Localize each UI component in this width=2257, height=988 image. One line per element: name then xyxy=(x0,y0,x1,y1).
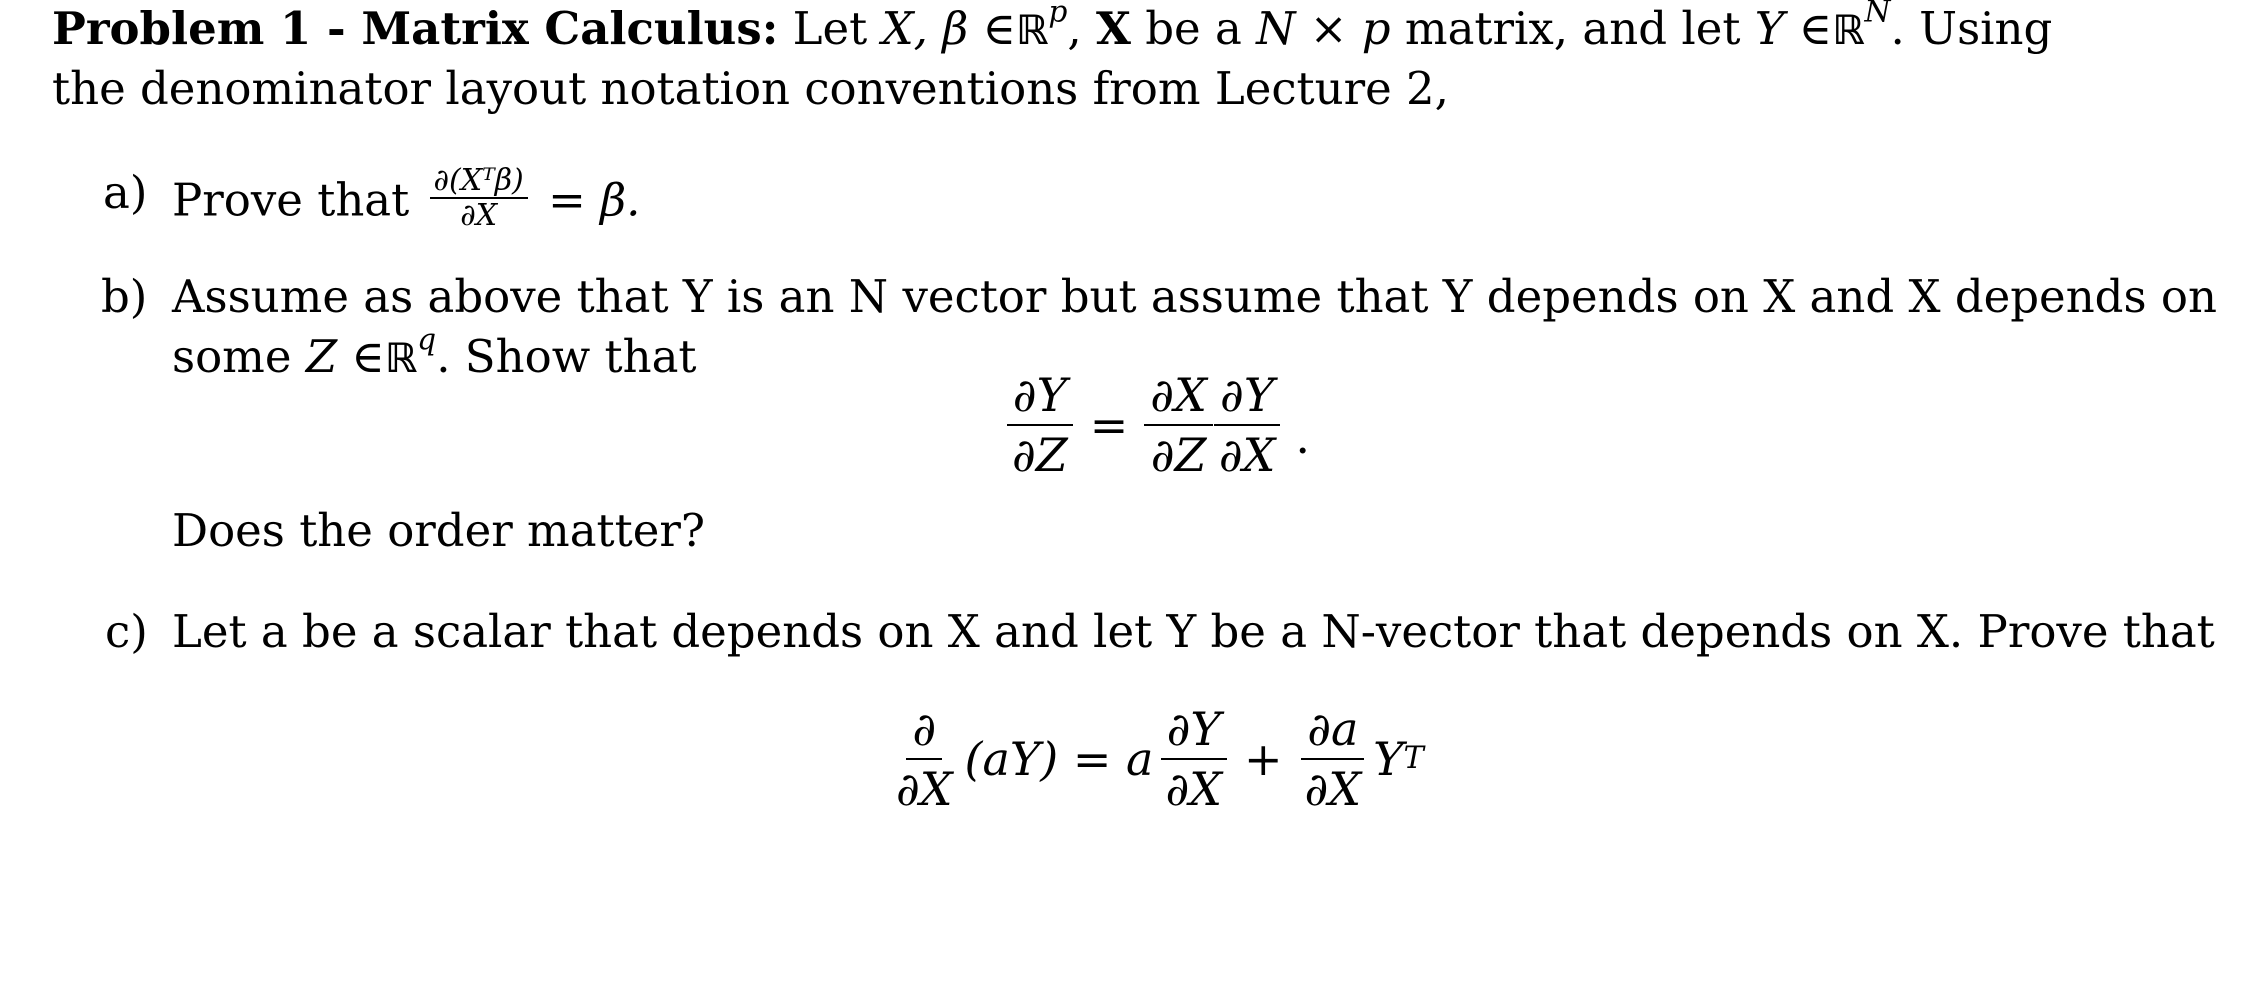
eq-c-y: Y xyxy=(1373,732,1404,786)
eq-b-equals: = xyxy=(1089,398,1129,452)
be-a: be a xyxy=(1145,2,1242,55)
part-a-prove: Prove that xyxy=(172,173,410,227)
real-symbol: ℝ xyxy=(1015,6,1049,54)
part-a-rhs: = β. xyxy=(548,173,641,227)
eq-c-f3-num: ∂a xyxy=(1301,706,1364,760)
problem-label: Problem 1 - Matrix Calculus: xyxy=(52,2,779,55)
part-a-frac-den: ∂X xyxy=(460,198,498,233)
eq-b-rhs-fraction-2 xyxy=(1213,368,1282,482)
problem-statement-line-1 xyxy=(52,0,2053,55)
part-b-in: ∈ xyxy=(351,330,385,383)
part-a-text xyxy=(172,163,641,238)
eq-c-f1-den: ∂X xyxy=(896,762,953,816)
part-c-text: Let a be a scalar that depends on X and let Y be a N-vector that depends on X. Prove that xyxy=(172,605,2215,658)
eq-c-f2-num: ∂Y xyxy=(1161,706,1227,760)
matrix-and-let: matrix, and let xyxy=(1404,2,1741,55)
eq-c-plus: + xyxy=(1244,732,1283,786)
exp-n: N xyxy=(1864,0,1891,30)
problem-statement-line-2: the denominator layout notation conventions from Lecture 2, xyxy=(52,62,1449,115)
eq-b-r1-num: ∂X xyxy=(1144,372,1213,426)
part-a-fraction xyxy=(430,164,528,232)
dims: N × p xyxy=(1256,2,1391,55)
eq-b-period: . xyxy=(1295,410,1311,464)
part-b-line-1: Assume as above that Y is an N vector but assume that Y depends on X and X depends on xyxy=(172,270,2217,323)
eq-b-lhs-fraction xyxy=(1006,368,1074,482)
part-a-label: a) xyxy=(103,166,148,219)
comma: , xyxy=(1067,2,1082,55)
part-b-real: ℝ xyxy=(384,334,418,382)
using-text: . Using xyxy=(1890,2,2053,55)
eq-b-r1-den: ∂Z xyxy=(1150,428,1207,482)
eq-b-lhs-den: ∂Z xyxy=(1012,428,1068,482)
part-b-label: b) xyxy=(101,270,148,323)
eq-c-f2-den: ∂X xyxy=(1165,762,1222,816)
eq-c-fraction-2 xyxy=(1159,702,1228,816)
part-b-exp-q: q xyxy=(417,322,437,358)
part-b-z: Z xyxy=(305,330,338,383)
part-b-line-2 xyxy=(172,322,697,383)
eq-c-fraction-3 xyxy=(1299,702,1368,816)
eq-c-f1-num: ∂ xyxy=(906,706,942,760)
eq-b-r2-den: ∂X xyxy=(1218,428,1276,482)
eq-c-f3-den: ∂X xyxy=(1304,762,1362,816)
part-b-show-that: . Show that xyxy=(436,330,697,383)
part-b-question: Does the order matter? xyxy=(172,504,705,557)
exp-p: p xyxy=(1048,0,1068,30)
eq-b-rhs-fraction-1 xyxy=(1144,368,1213,482)
eq-c-ay: (aY) = a xyxy=(964,732,1154,786)
eq-b-lhs-num: ∂Y xyxy=(1007,372,1073,426)
let-text: Let xyxy=(792,2,868,55)
real-symbol-2: ℝ xyxy=(1832,6,1865,54)
in-symbol: ∈ xyxy=(982,2,1016,55)
part-c-label: c) xyxy=(105,605,148,658)
product-rule-equation: $\frac{\partial}{\partial X}$ (aY) = a $\frac{\partial Y}{\partial X}$ + $\frac{\partial a}{\partial X}$ Y T xyxy=(884,706,1424,812)
in-symbol-2: ∈ xyxy=(1798,2,1833,55)
eq-c-fraction-1 xyxy=(890,702,959,816)
part-b-some: some xyxy=(172,330,292,383)
vars-x-beta: X, β xyxy=(881,2,969,55)
part-a-frac-num: ∂(Xᵀβ) xyxy=(430,164,528,199)
y-var: Y xyxy=(1754,2,1785,55)
bold-x: X xyxy=(1095,2,1131,55)
eq-b-r2-num: ∂Y xyxy=(1214,372,1280,426)
chain-rule-equation xyxy=(1000,368,1311,482)
